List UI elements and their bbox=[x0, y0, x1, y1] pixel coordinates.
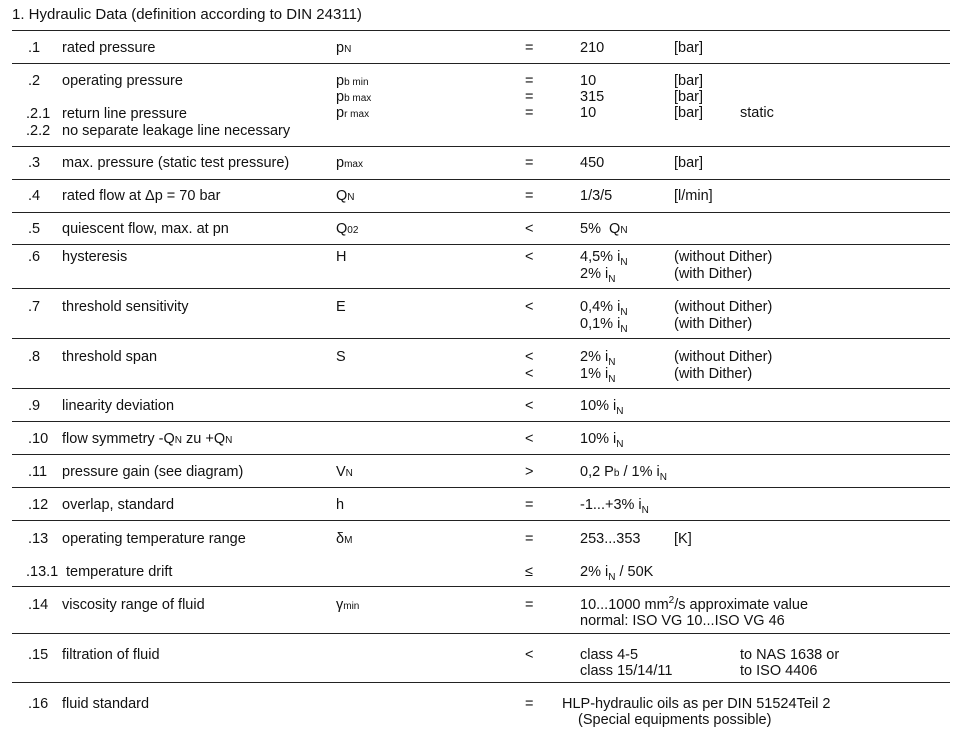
rule bbox=[12, 388, 950, 389]
rule bbox=[12, 244, 950, 245]
row-note: (with Dither) bbox=[674, 266, 753, 282]
row-value: 10% $i_N$ bbox=[580, 398, 624, 417]
row-number: .16 bbox=[28, 696, 49, 712]
row-number: .5 bbox=[28, 221, 41, 237]
row-label: pressure gain (see diagram) bbox=[62, 464, 244, 480]
row-number: .13 bbox=[28, 531, 49, 547]
row-label: flow symmetry -QN zu +QN bbox=[62, 431, 233, 447]
row-symbol: pr max bbox=[336, 105, 370, 121]
row-relation: < bbox=[525, 221, 534, 237]
row-number: .11 bbox=[28, 464, 48, 480]
row-value: 2% $i_N$ bbox=[580, 266, 616, 285]
row-symbol: S bbox=[336, 349, 346, 365]
rule bbox=[12, 520, 950, 521]
rule bbox=[12, 63, 950, 64]
rule bbox=[12, 338, 950, 339]
row-relation: = bbox=[525, 497, 534, 513]
row-number: .2.2 bbox=[26, 123, 51, 139]
row-number: .15 bbox=[28, 647, 49, 663]
rule bbox=[12, 288, 950, 289]
row-symbol: δM bbox=[336, 531, 353, 547]
rule bbox=[12, 586, 950, 587]
rule bbox=[12, 454, 950, 455]
row-number: .9 bbox=[28, 398, 41, 414]
row-label: quiescent flow, max. at pn bbox=[62, 221, 229, 237]
row-number: .6 bbox=[28, 249, 41, 265]
row-unit: [bar] bbox=[674, 89, 704, 105]
row-number: .4 bbox=[28, 188, 41, 204]
row-value: 10 bbox=[580, 105, 597, 121]
row-label: filtration of fluid bbox=[62, 647, 160, 663]
row-number: .3 bbox=[28, 155, 41, 171]
row-unit: [bar] bbox=[674, 40, 704, 56]
row-number: .10 bbox=[28, 431, 49, 447]
row-value: 315 bbox=[580, 89, 605, 105]
row-label: temperature drift bbox=[66, 564, 173, 580]
row-value: 10% $i_N$ bbox=[580, 431, 624, 450]
row-label: return line pressure bbox=[62, 106, 187, 122]
rule bbox=[12, 179, 950, 180]
row-value: 0,2 Pb / 1% $i_N$ bbox=[580, 464, 667, 483]
row-value: normal: ISO VG 10...ISO VG 46 bbox=[580, 613, 785, 629]
row-relation: = bbox=[525, 531, 534, 547]
row-value: 0,4% $i_N$ bbox=[580, 299, 628, 318]
row-symbol: γmin bbox=[336, 597, 360, 613]
row-relation: < bbox=[525, 249, 534, 265]
row-number: .1 bbox=[28, 40, 41, 56]
row-value: 4,5% $i_N$ bbox=[580, 249, 628, 268]
row-value: 450 bbox=[580, 155, 605, 171]
row-relation: > bbox=[525, 464, 534, 480]
row-note: (with Dither) bbox=[674, 316, 753, 332]
row-note: (without Dither) bbox=[674, 349, 773, 365]
row-relation: < bbox=[525, 299, 534, 315]
row-value: (Special equipments possible) bbox=[578, 712, 772, 728]
row-relation: < bbox=[525, 431, 534, 447]
row-relation: = bbox=[525, 597, 534, 613]
row-number: .7 bbox=[28, 299, 41, 315]
row-symbol: pb max bbox=[336, 89, 372, 105]
row-symbol: h bbox=[336, 497, 345, 513]
row-value: class 15/14/11 bbox=[580, 663, 673, 679]
row-label: linearity deviation bbox=[62, 398, 175, 414]
row-relation: = bbox=[525, 40, 534, 56]
row-symbol: pmax bbox=[336, 155, 363, 171]
rule bbox=[12, 633, 950, 634]
section-title: 1. Hydraulic Data (definition according to DIN 24311) bbox=[12, 6, 362, 23]
row-relation: = bbox=[525, 155, 534, 171]
row-value: class 4-5 bbox=[580, 647, 639, 663]
row-number: .2.1 bbox=[26, 106, 51, 122]
row-number: .2 bbox=[28, 73, 41, 89]
row-relation: = bbox=[525, 105, 534, 121]
row-value: 1/3/5 bbox=[580, 188, 613, 204]
row-value: 5% QN bbox=[580, 221, 628, 237]
row-label: operating temperature range bbox=[62, 531, 246, 547]
row-number: .8 bbox=[28, 349, 41, 365]
row-value: 1% $i_N$ bbox=[580, 366, 616, 385]
row-value: 10 bbox=[580, 73, 597, 89]
row-relation: < bbox=[525, 647, 534, 663]
row-symbol: VN bbox=[336, 464, 353, 480]
row-value: 210 bbox=[580, 40, 605, 56]
row-symbol: pN bbox=[336, 40, 352, 56]
row-relation: ≤ bbox=[525, 564, 533, 580]
row-relation: = bbox=[525, 696, 534, 712]
row-label: overlap, standard bbox=[62, 497, 175, 513]
row-number: .14 bbox=[28, 597, 49, 613]
row-unit: [bar] bbox=[674, 105, 704, 121]
row-unit: [K] bbox=[674, 531, 692, 547]
row-symbol: H bbox=[336, 249, 347, 265]
row-value: 10...1000 $mm^2/s$ approximate value bbox=[580, 595, 809, 613]
row-label: operating pressure bbox=[62, 73, 183, 89]
row-note: to ISO 4406 bbox=[740, 663, 818, 679]
row-relation: = bbox=[525, 73, 534, 89]
row-note: (without Dither) bbox=[674, 249, 773, 265]
row-value: 0,1% $i_N$ bbox=[580, 316, 628, 335]
row-value: -1...+3% $i_N$ bbox=[580, 497, 649, 516]
rule bbox=[12, 487, 950, 488]
row-note: static bbox=[740, 105, 774, 121]
row-value: 2% $i_N / 50K$ bbox=[580, 564, 654, 583]
row-label: no separate leakage line necessary bbox=[62, 123, 291, 139]
rule bbox=[12, 682, 950, 683]
row-value: 2% $i_N$ bbox=[580, 349, 616, 368]
rule bbox=[12, 30, 950, 31]
row-label: hysteresis bbox=[62, 249, 128, 265]
row-unit: [l/min] bbox=[674, 188, 713, 204]
row-label: rated flow at Δp = 70 bar bbox=[62, 188, 221, 204]
row-number: .13.1 bbox=[26, 564, 59, 580]
row-note: (with Dither) bbox=[674, 366, 753, 382]
row-label: threshold span bbox=[62, 349, 158, 365]
row-number: .12 bbox=[28, 497, 49, 513]
row-symbol: QN bbox=[336, 188, 355, 204]
row-symbol: Q02 bbox=[336, 221, 359, 237]
row-relation: = bbox=[525, 89, 534, 105]
row-label: fluid standard bbox=[62, 696, 150, 712]
row-symbol: pb min bbox=[336, 73, 369, 89]
row-note: (without Dither) bbox=[674, 299, 773, 315]
row-label: max. pressure (static test pressure) bbox=[62, 155, 290, 171]
row-label: threshold sensitivity bbox=[62, 299, 189, 315]
rule bbox=[12, 421, 950, 422]
row-note: to NAS 1638 or bbox=[740, 647, 840, 663]
row-value: 253...353 bbox=[580, 531, 641, 547]
row-value: HLP-hydraulic oils as per DIN 51524Teil 2 bbox=[562, 696, 831, 712]
row-relation: = bbox=[525, 188, 534, 204]
row-label: rated pressure bbox=[62, 40, 156, 56]
row-symbol: E bbox=[336, 299, 346, 315]
row-relation: < bbox=[525, 349, 534, 365]
row-label: viscosity range of fluid bbox=[62, 597, 205, 613]
rule bbox=[12, 146, 950, 147]
row-unit: [bar] bbox=[674, 155, 704, 171]
row-unit: [bar] bbox=[674, 73, 704, 89]
row-relation: < bbox=[525, 398, 534, 414]
row-relation: < bbox=[525, 366, 534, 382]
rule bbox=[12, 212, 950, 213]
